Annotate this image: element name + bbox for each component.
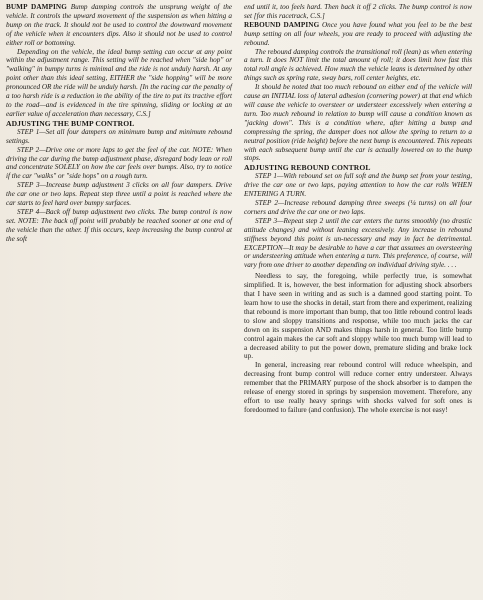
left-column [6,3,232,244]
adjusting-bump-heading: ADJUSTING THE BUMP CONTROL [6,118,135,128]
bump-damping-heading: BUMP DAMPING [6,3,67,11]
bump-step-2: STEP 2—Drive one or more laps to get the feel of the car. NOTE: When driving the car during the bump adjustment phase, disregard body lean or roll and concentrate SOLELY on how the car feels over bumps. Also, try to notice if the car "walks" or "side hops" on a rough turn. [6,145,232,181]
commentary-paragraph-1: Needless to say, the foregoing, while perfectly true, is somewhat simplified. It is, however, the best information for adjusting shock absorbers that I have seen in writing and as such is a damned good starting point. To learn how to use the shocks in detail, start from there and experiment, realizing that rebound is more important than bump, that too little rebound control leads to slow and sloppy transitions and response, while too much jacks the car down on its suspension AND makes things harsh in general. Too little bump control again makes the car soft and sloppy while too much bump will lead to a decreased ability to put the power down, premature sliding and brake lock up. [244,272,472,361]
rebound-step-2: STEP 2—Increase rebound damping three sweeps (¼ turns) on all four corners and drive the car one or two laps. [244,199,472,216]
bump-damping-intro [6,3,232,48]
rebound-damping-intro [244,21,472,48]
rebound-roll-paragraph: The rebound damping controls the transitional roll (lean) as when entering a turn. It does NOT limit the total amount of roll; it does limit how fast this total roll angle is achieved. How much the vehicle leans is determined by other things such as spring rate, sway bars, roll center heights, etc. [244,47,472,83]
rebound-step-3: STEP 3—Repeat step 2 until the car enters the turns smoothly (no drastic attitude changes) and without leaning excessively. Any increase in rebound stiffness beyond this point is un-necessary and may in fact be detrimental. EXCEPTION—It may be desirable to have a car that assumes an oversteering or understeering attitude when entering a turn. This preference, of course, will vary from one driver to another depending on individual driving style. . . . [244,216,472,270]
rebound-step-1: STEP 1—With rebound set on full soft and the bump set from your testing, drive the car one or two laps, paying attention to how the car rolls WHEN ENTERING A TURN. [244,172,472,199]
bump-step-1: STEP 1—Set all four dampers on minimum bump and minimum rebound settings. [6,127,232,145]
bump-step-3: STEP 3—Increase bump adjustment 3 clicks on all four dampers. Drive the car one or two laps. Repeat step three until a point is reached where the car starts to feel hard over bumpy surfaces. [6,181,232,208]
commentary-paragraph-2: In general, increasing rear rebound control will reduce wheelspin, and decreasing front bump control will reduce corner entry understeer. Always remember that the PRIMARY purpose of the shock absorber is to dampen the release of energy stored in springs by suspension movement. Therefore, any effort to use really heavy springs with shocks valved for soft ones is foredoomed to failure (and confusion). The whole exercise is not easy! [244,361,472,414]
adjusting-rebound-heading: ADJUSTING REBOUND CONTROL [244,163,371,173]
rebound-jacking-paragraph: It should be noted that too much rebound on either end of the vehicle will cause an INITIAL loss of lateral adhesion (cornering power) at that end which will cause the vehicle to oversteer or understeer excessively when entering a turn. Too much rebound in relation to bump will cause a condition known as "jacking down". This is a condition where, after hitting a bump and compressing the spring, the damper does not allow the spring to return to a neutral position (ride height) before the next bump is encountered. This repeats with each subsequent bump until the car is actually lowered on to the bump stops. [244,83,472,163]
bump-damping-text: Bump damping controls the unsprung weight of the vehicle. It controls the upward movement of the suspension as when hitting a bump on the track. It should not be used to control the downward movement of the vehicle when it encounters dips. Also it should not be used to control either roll or bottoming. [6,3,232,47]
rebound-damping-heading: REBOUND DAMPING [244,20,320,29]
bump-step-4: STEP 4—Back off bump adjustment two clicks. The bump control is now set. NOTE: The back off point will probably be reached sooner at one end of the vehicle than the other. If this occurs, keep increasing the bump control at the soft [6,207,232,243]
rebound-damping-text: Once you have found what you feel to be the best bump setting on all four wheels, you are ready to proceed with adjusting the rebound. [244,20,472,47]
bump-continuation: end until it, too feels hard. Then back it off 2 clicks. The bump control is now set [for this racetrack, C.S.] [244,3,472,20]
bump-setting-paragraph: Depending on the vehicle, the ideal bump setting can occur at any point within the adjustment range. This setting will be reached when "side hop" or "walking" in bumpy turns is minimal and the ride is not unduly harsh. At any point other than this ideal setting, EITHER the "side hopping" will be more pronounced OR the ride will be unduly harsh. [In the racing car the penalty of a too harsh ride is a reduction in the ability of the tire to put its tractive effort to the road—and is evidenced in the tire spinning, sliding or locking at an earlier value of acceleration than necessary, C.S.] [6,47,232,118]
right-column [244,3,472,415]
